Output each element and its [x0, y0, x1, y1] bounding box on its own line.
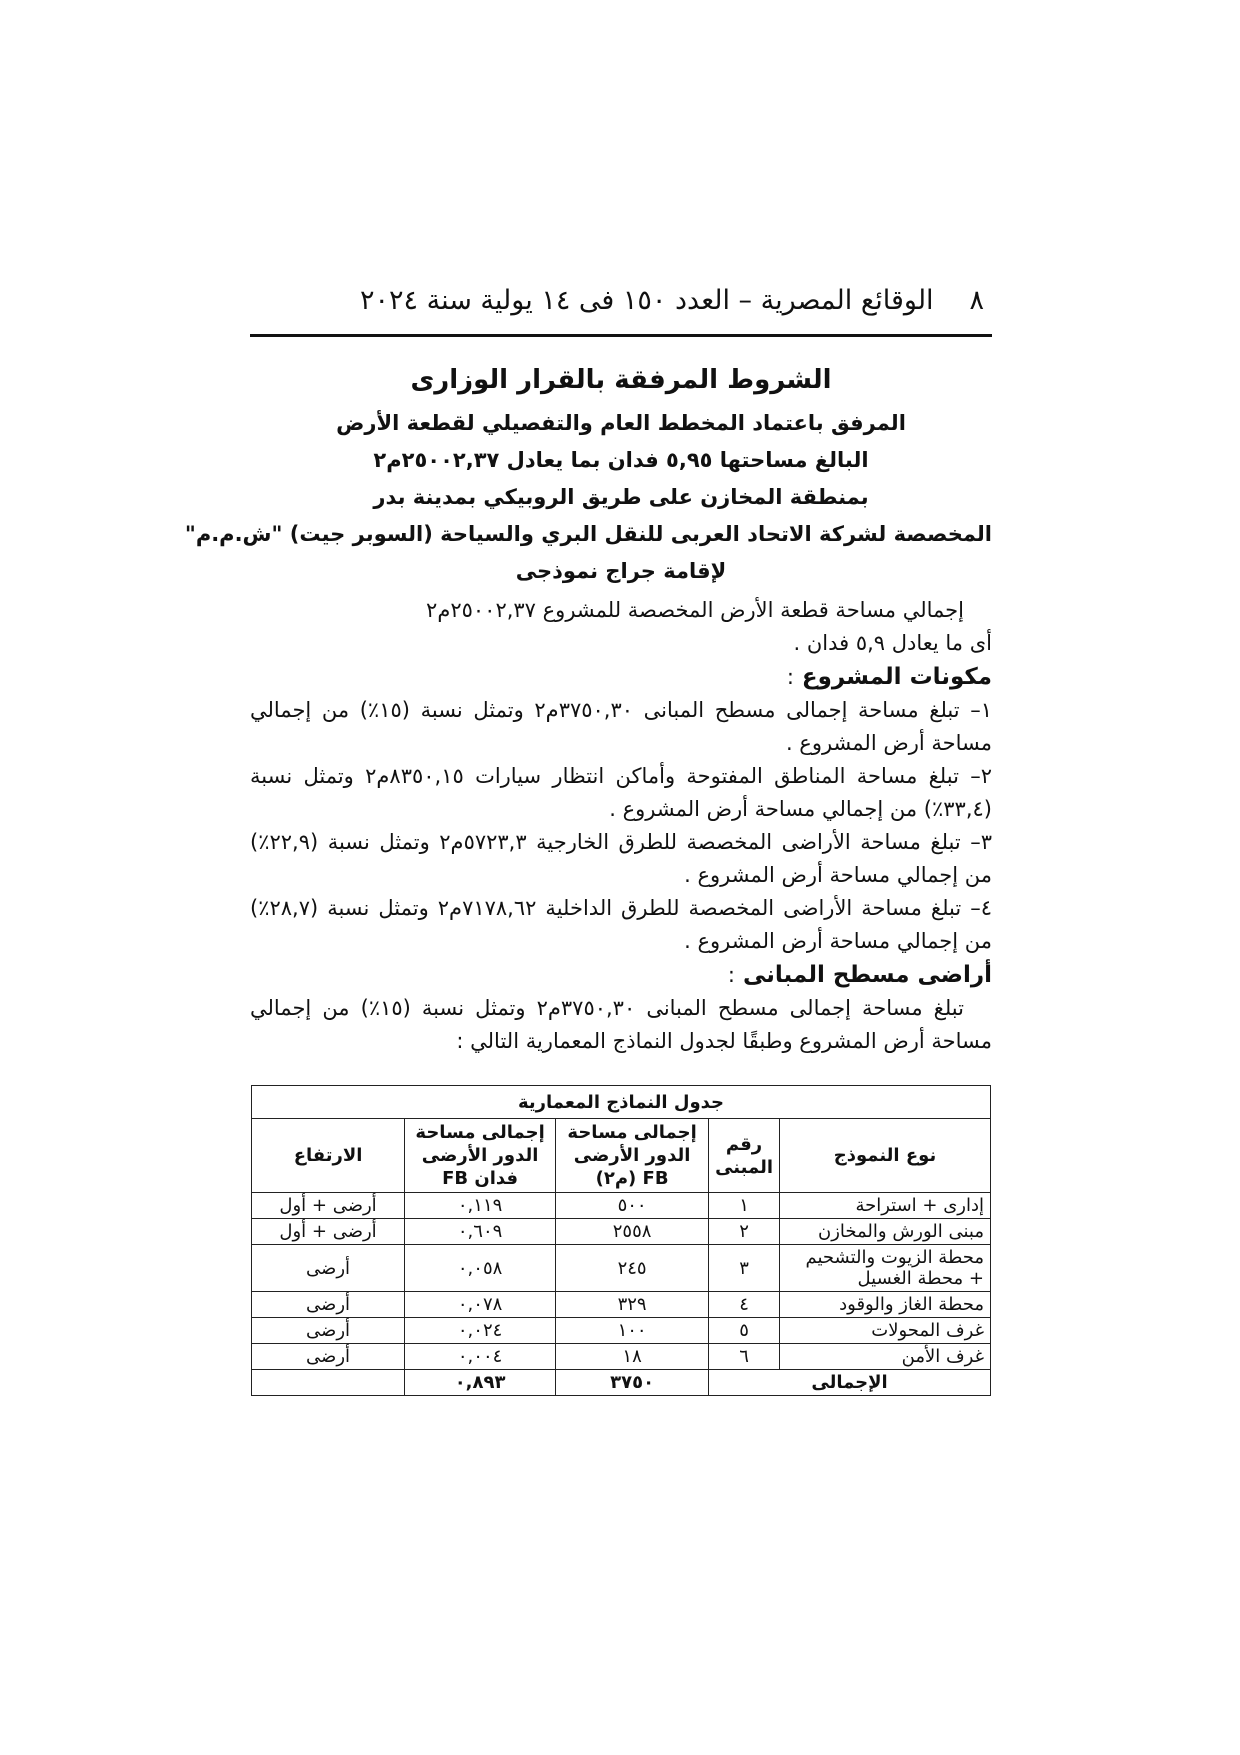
cell-building-number: ٢ — [709, 1219, 780, 1245]
table-header-row — [252, 1119, 991, 1193]
table-row — [252, 1245, 991, 1292]
cell-height: أرضى — [252, 1292, 405, 1318]
running-title: الوقائع المصرية – العدد ١٥٠ فى ١٤ يولية سنة ٢٠٢٤ — [360, 285, 934, 316]
total-height — [252, 1370, 405, 1396]
page-header — [250, 285, 992, 325]
cell-area-m2: ٥٠٠ — [556, 1193, 709, 1219]
component-item-3: ٣– تبلغ مساحة الأراضى المخصصة للطرق الخارجية ٥٧٢٣,٣م٢ وتمثل نسبة (٢٢,٩٪) من إجمالي مساحة أرض المشروع . — [250, 830, 992, 887]
title-block — [184, 365, 992, 585]
page-number: ٨ — [969, 285, 984, 316]
header-height: الارتفاع — [252, 1119, 405, 1193]
architectural-models-table — [251, 1085, 991, 1396]
component-item-1: ١– تبلغ مساحة إجمالى مسطح المبانى ٣٧٥٠,٣٠م٢ وتمثل نسبة (١٥٪) من إجمالي مساحة أرض المشروع . — [250, 698, 992, 755]
document-body — [184, 365, 993, 1058]
table-caption-row — [252, 1086, 991, 1119]
cell-area-feddan: ٠,٠٢٤ — [405, 1318, 556, 1344]
cell-area-m2: ١٠٠ — [556, 1318, 709, 1344]
table-total-row — [252, 1370, 991, 1396]
table-row — [252, 1318, 991, 1344]
cell-area-feddan: ٠,٠٥٨ — [405, 1245, 556, 1292]
header-building-number: رقم المبنى — [709, 1119, 780, 1193]
cell-model-type: مبنى الورش والمخازن — [780, 1219, 991, 1245]
section-heading-buildings-text: أراضى مسطح المبانى — [742, 962, 992, 988]
cell-area-feddan: ٠,١١٩ — [405, 1193, 556, 1219]
total-area-m2: ٣٧٥٠ — [556, 1370, 709, 1396]
buildings-paragraph — [250, 992, 992, 1058]
cell-height: أرضى — [252, 1318, 405, 1344]
header-area-m2: إجمالى مساحة الدور الأرضى FB (م٢) — [556, 1119, 709, 1193]
component-item-2: ٢– تبلغ مساحة المناطق المفتوحة وأماكن انتظار سيارات ٨٣٥٠,١٥م٢ وتمثل نسبة (٣٣,٤٪) من إجمالي مساحة أرض المشروع . — [250, 764, 992, 821]
cell-area-m2: ١٨ — [556, 1344, 709, 1370]
header-rule — [250, 334, 992, 337]
intro-line-1: إجمالي مساحة قطعة الأرض المخصصة للمشروع ٢٥٠٠٢,٣٧م٢ — [426, 598, 964, 622]
section-heading-buildings: أراضى مسطح المبانى : — [727, 962, 992, 988]
table-row — [252, 1344, 991, 1370]
total-label: الإجمالى — [709, 1370, 991, 1396]
title-line-1: المرفق باعتماد المخطط العام والتفصيلي لقطعة الأرض — [336, 411, 906, 435]
section-heading-components: مكونات المشروع : — [786, 664, 992, 690]
table-row — [252, 1292, 991, 1318]
cell-height: أرضى + أول — [252, 1193, 405, 1219]
cell-height: أرضى — [252, 1344, 405, 1370]
cell-area-feddan: ٠,٠٧٨ — [405, 1292, 556, 1318]
cell-building-number: ٥ — [709, 1318, 780, 1344]
cell-area-feddan: ٠,٠٠٤ — [405, 1344, 556, 1370]
table-row — [252, 1219, 991, 1245]
title-line-4: المخصصة لشركة الاتحاد العربى للنقل البري والسياحة (السوبر جيت) "ش.م.م" — [184, 522, 992, 546]
table-caption: جدول النماذج المعمارية — [252, 1086, 991, 1119]
section-heading-components-text: مكونات المشروع — [801, 664, 992, 690]
intro-line-2: أى ما يعادل ٥,٩ فدان . — [793, 631, 992, 655]
table-row — [252, 1193, 991, 1219]
cell-area-m2: ٢٤٥ — [556, 1245, 709, 1292]
header-area-feddan: إجمالى مساحة الدور الأرضى فدان FB — [405, 1119, 556, 1193]
cell-model-type: غرف الأمن — [780, 1344, 991, 1370]
buildings-text: تبلغ مساحة إجمالى مسطح المبانى ٣٧٥٠,٣٠م٢ وتمثل نسبة (١٥٪) من إجمالي مساحة أرض المشروع وطبقًا لجدول النماذج المعمارية التالي : — [250, 996, 992, 1053]
intro-paragraph — [250, 594, 992, 627]
title-line-3: بمنطقة المخازن على طريق الروبيكي بمدينة بدر — [373, 485, 869, 509]
cell-area-m2: ٣٢٩ — [556, 1292, 709, 1318]
cell-height: أرضى — [252, 1245, 405, 1292]
cell-building-number: ١ — [709, 1193, 780, 1219]
cell-area-feddan: ٠,٦٠٩ — [405, 1219, 556, 1245]
cell-building-number: ٦ — [709, 1344, 780, 1370]
cell-model-type: محطة الزيوت والتشحيم + محطة الغسيل — [780, 1245, 991, 1292]
component-item-4: ٤– تبلغ مساحة الأراضى المخصصة للطرق الداخلية ٧١٧٨,٦٢م٢ وتمثل نسبة (٢٨,٧٪) من إجمالي مساحة أرض المشروع . — [250, 896, 993, 953]
title-line-5: لإقامة جراج نموذجى — [515, 559, 727, 583]
main-title: الشروط المرفقة بالقرار الوزارى — [410, 365, 832, 395]
cell-building-number: ٣ — [709, 1245, 780, 1292]
cell-building-number: ٤ — [709, 1292, 780, 1318]
cell-model-type: غرف المحولات — [780, 1318, 991, 1344]
total-area-feddan: ٠,٨٩٣ — [405, 1370, 556, 1396]
cell-model-type: إدارى + استراحة — [780, 1193, 991, 1219]
cell-area-m2: ٢٥٥٨ — [556, 1219, 709, 1245]
header-model-type: نوع النموذج — [780, 1119, 991, 1193]
cell-model-type: محطة الغاز والوقود — [780, 1292, 991, 1318]
title-line-2: البالغ مساحتها ٥,٩٥ فدان بما يعادل ٢٥٠٠٢,٣٧م٢ — [373, 448, 869, 472]
cell-height: أرضى + أول — [252, 1219, 405, 1245]
